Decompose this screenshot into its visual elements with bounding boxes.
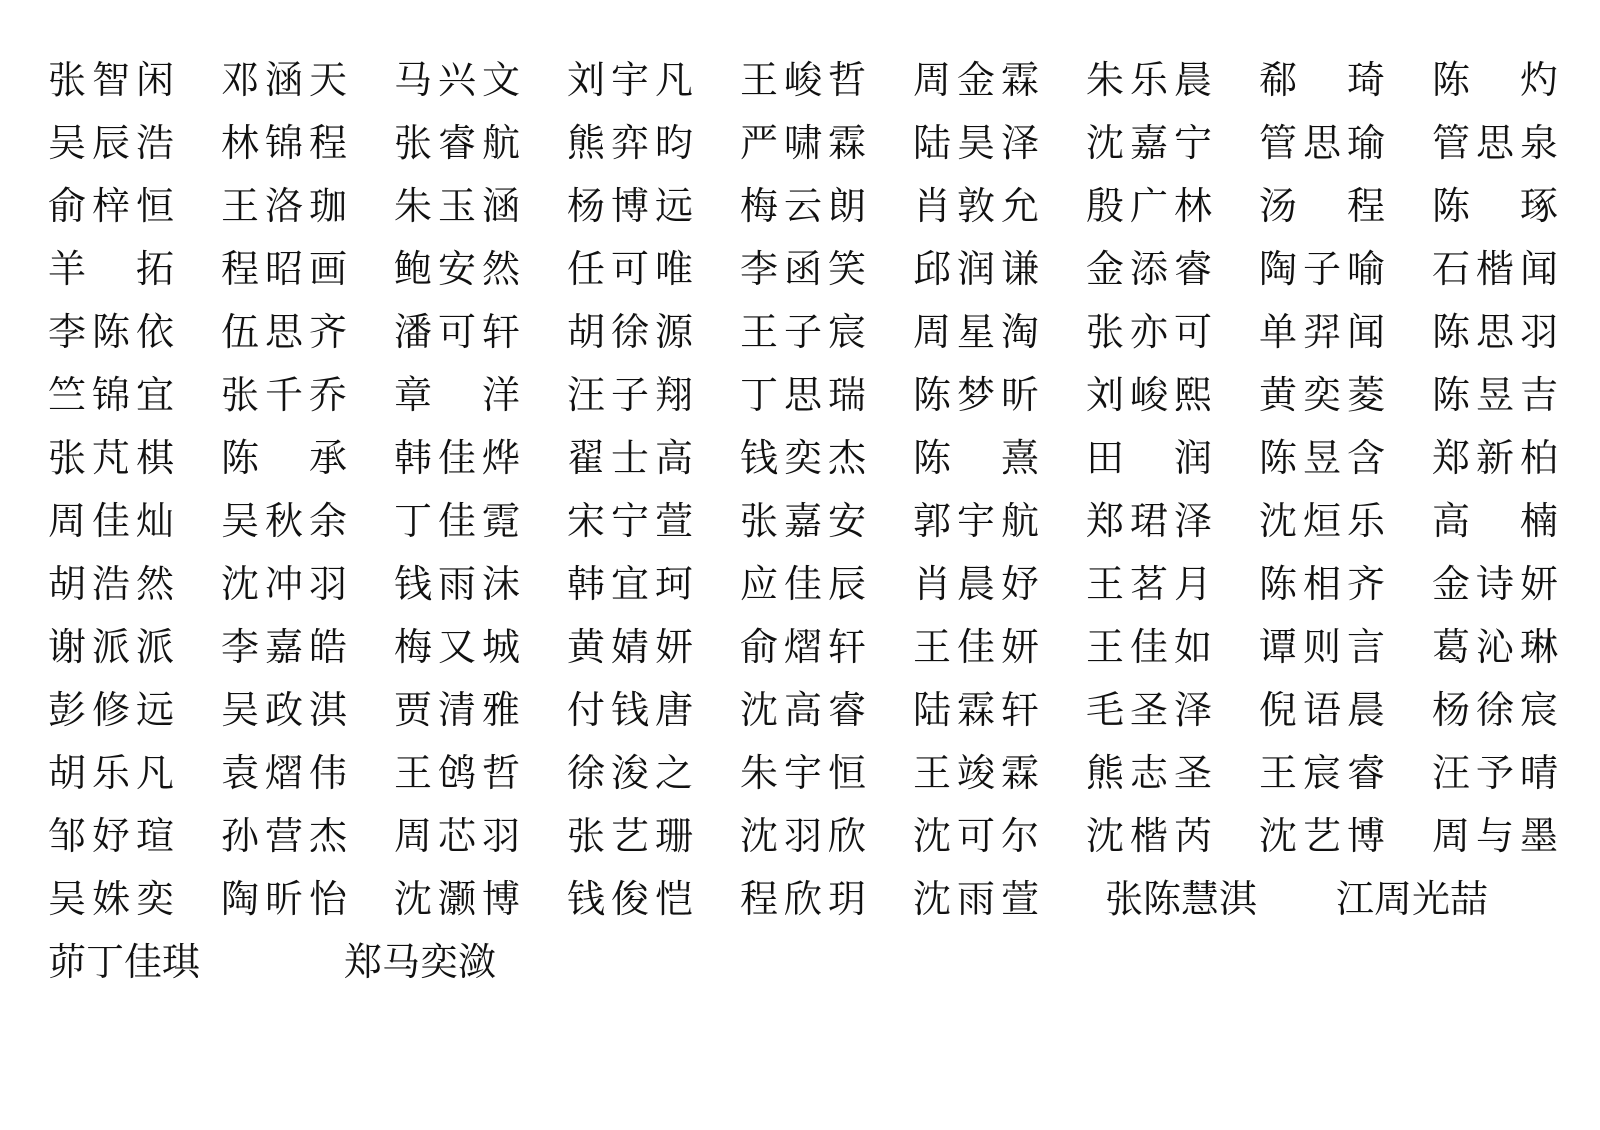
name-cell <box>1432 804 1558 867</box>
student-name: 沈烜乐 <box>1259 498 1385 543</box>
student-name: 张睿航 <box>394 120 520 165</box>
name-cell <box>394 804 567 867</box>
name-row <box>48 741 1558 804</box>
student-name: 胡浩然 <box>48 561 174 606</box>
student-name: 王佳如 <box>1086 624 1212 669</box>
name-cell <box>1432 363 1558 426</box>
name-cell <box>221 615 394 678</box>
student-name: 管思泉 <box>1432 120 1558 165</box>
name-cell <box>221 426 394 489</box>
name-cell <box>1086 300 1259 363</box>
name-cell <box>1259 111 1432 174</box>
student-name: 王茗月 <box>1086 561 1212 606</box>
name-cell <box>1432 678 1558 741</box>
name-cell <box>913 237 1086 300</box>
student-name: 韩宜珂 <box>567 561 693 606</box>
student-name: 单羿闻 <box>1259 309 1385 354</box>
name-cell <box>913 741 1086 804</box>
student-name: 陈相齐 <box>1259 561 1385 606</box>
name-cell <box>1086 237 1259 300</box>
name-cell <box>567 426 740 489</box>
student-name: 邱润谦 <box>913 246 1039 291</box>
name-cell <box>1086 552 1259 615</box>
student-name: 高 楠 <box>1432 498 1558 543</box>
name-cell <box>1259 615 1432 678</box>
student-name: 熊弈昀 <box>567 120 693 165</box>
student-name: 杨博远 <box>567 183 693 228</box>
name-cell <box>740 111 913 174</box>
student-name: 沈可尔 <box>913 813 1039 858</box>
name-cell <box>1259 489 1432 552</box>
student-name: 张智闲 <box>48 57 174 102</box>
name-cell <box>740 426 913 489</box>
name-cell <box>48 867 221 930</box>
student-name: 田 润 <box>1086 435 1212 480</box>
name-cell <box>48 426 221 489</box>
name-cell <box>1432 174 1558 237</box>
student-name: 沈楷芮 <box>1086 813 1212 858</box>
student-name: 徐浚之 <box>567 750 693 795</box>
name-cell <box>48 678 221 741</box>
name-row <box>48 804 1558 867</box>
student-name: 林锦程 <box>221 120 347 165</box>
student-name: 葛沁琳 <box>1432 624 1558 669</box>
name-cell <box>913 867 1086 930</box>
name-cell <box>913 489 1086 552</box>
name-cell <box>221 867 394 930</box>
student-name: 沈艺博 <box>1259 813 1385 858</box>
student-name: 黄婧妍 <box>567 624 693 669</box>
student-name: 黄奕菱 <box>1259 372 1385 417</box>
name-cell <box>1432 552 1558 615</box>
name-cell <box>394 678 567 741</box>
name-cell <box>394 615 567 678</box>
student-name: 羊 拓 <box>48 246 174 291</box>
name-grid <box>48 48 1558 984</box>
name-cell <box>48 804 221 867</box>
name-cell <box>394 867 567 930</box>
student-name: 吴政淇 <box>221 687 347 732</box>
name-cell <box>48 174 221 237</box>
student-name: 郭宇航 <box>913 498 1039 543</box>
name-cell <box>394 48 567 111</box>
name-cell <box>48 237 221 300</box>
student-name: 张千乔 <box>221 372 347 417</box>
name-cell <box>567 174 740 237</box>
student-name: 章 洋 <box>394 372 520 417</box>
student-name: 胡徐源 <box>567 309 693 354</box>
student-name: 彭修远 <box>48 687 174 732</box>
student-name: 管思瑜 <box>1259 120 1385 165</box>
name-cell <box>394 111 567 174</box>
name-cell <box>567 741 740 804</box>
student-name: 程欣玥 <box>740 876 866 921</box>
student-name: 王峻哲 <box>740 57 866 102</box>
student-name: 陈思羽 <box>1432 309 1558 354</box>
name-cell <box>913 426 1086 489</box>
name-cell <box>1259 363 1432 426</box>
student-name: 王佳妍 <box>913 624 1039 669</box>
name-cell <box>913 804 1086 867</box>
name-cell <box>1336 867 1488 930</box>
student-name: 王鸧哲 <box>394 750 520 795</box>
name-cell <box>913 552 1086 615</box>
student-name: 沈羽欣 <box>740 813 866 858</box>
name-cell <box>1432 300 1558 363</box>
name-cell <box>740 804 913 867</box>
student-name: 朱宇恒 <box>740 750 866 795</box>
name-cell <box>740 867 913 930</box>
name-cell <box>1259 804 1432 867</box>
student-name: 钱雨沫 <box>394 561 520 606</box>
student-name: 张芃棋 <box>48 435 174 480</box>
name-cell <box>567 111 740 174</box>
name-cell <box>48 300 221 363</box>
name-cell <box>740 489 913 552</box>
student-name: 伍思齐 <box>221 309 347 354</box>
student-name: 梅云朗 <box>740 183 866 228</box>
name-cell <box>221 741 394 804</box>
name-cell <box>48 48 221 111</box>
student-name: 汪子翔 <box>567 372 693 417</box>
name-row <box>48 111 1558 174</box>
student-name: 吴秋余 <box>221 498 347 543</box>
student-name: 谭则言 <box>1259 624 1385 669</box>
student-name: 陆昊泽 <box>913 120 1039 165</box>
name-cell <box>344 930 496 993</box>
student-name: 丁佳霓 <box>394 498 520 543</box>
name-cell <box>1086 426 1259 489</box>
student-name: 沈雨萱 <box>913 876 1039 921</box>
name-row <box>48 48 1558 111</box>
name-cell <box>1105 867 1257 930</box>
student-name: 俞梓恒 <box>48 183 174 228</box>
student-name: 刘宇凡 <box>567 57 693 102</box>
student-name: 茆丁佳琪 <box>48 939 201 984</box>
student-name: 郑马奕潋 <box>344 939 497 984</box>
name-cell <box>1259 741 1432 804</box>
student-name: 沈冲羽 <box>221 561 347 606</box>
name-cell <box>1086 678 1259 741</box>
name-cell <box>1259 426 1432 489</box>
name-cell <box>567 363 740 426</box>
name-cell <box>1432 237 1558 300</box>
student-name: 陶子喻 <box>1259 246 1385 291</box>
student-name: 倪语晨 <box>1259 687 1385 732</box>
name-cell <box>913 300 1086 363</box>
name-cell <box>913 615 1086 678</box>
name-cell <box>567 237 740 300</box>
student-name: 严啸霖 <box>740 120 866 165</box>
student-name: 王洛珈 <box>221 183 347 228</box>
name-cell <box>740 741 913 804</box>
student-name: 任可唯 <box>567 246 693 291</box>
name-cell <box>1086 111 1259 174</box>
name-cell <box>1259 174 1432 237</box>
student-name: 金诗妍 <box>1432 561 1558 606</box>
name-cell <box>1086 363 1259 426</box>
student-name: 周佳灿 <box>48 498 174 543</box>
student-name: 郑珺泽 <box>1086 498 1212 543</box>
name-cell <box>1432 48 1558 111</box>
student-name: 熊志圣 <box>1086 750 1212 795</box>
name-cell <box>1086 804 1259 867</box>
student-name: 刘峻熙 <box>1086 372 1212 417</box>
student-name: 周星淘 <box>913 309 1039 354</box>
student-name: 石楷闻 <box>1432 246 1558 291</box>
student-name: 潘可轩 <box>394 309 520 354</box>
name-cell <box>1432 426 1558 489</box>
student-name: 张嘉安 <box>740 498 866 543</box>
name-cell <box>1432 741 1558 804</box>
name-cell <box>913 678 1086 741</box>
name-cell <box>1086 489 1259 552</box>
student-name: 孙营杰 <box>221 813 347 858</box>
name-row <box>48 552 1558 615</box>
student-name: 陈昱含 <box>1259 435 1385 480</box>
student-name: 汤 程 <box>1259 183 1385 228</box>
student-name: 王竣霖 <box>913 750 1039 795</box>
name-cell <box>221 48 394 111</box>
student-name: 郗 琦 <box>1259 57 1385 102</box>
name-cell <box>394 489 567 552</box>
name-cell <box>567 48 740 111</box>
name-cell <box>913 111 1086 174</box>
student-name: 李函笑 <box>740 246 866 291</box>
name-cell <box>394 741 567 804</box>
name-cell <box>740 300 913 363</box>
name-cell <box>1259 237 1432 300</box>
student-name: 陈 承 <box>221 435 347 480</box>
student-name: 陈 琢 <box>1432 183 1558 228</box>
name-cell <box>567 867 740 930</box>
student-name: 梅又城 <box>394 624 520 669</box>
name-cell <box>1259 678 1432 741</box>
student-name: 陈 灼 <box>1432 57 1558 102</box>
student-name: 沈高睿 <box>740 687 866 732</box>
name-cell <box>567 804 740 867</box>
name-cell <box>48 930 200 993</box>
name-row <box>48 363 1558 426</box>
name-cell <box>394 426 567 489</box>
student-name: 应佳辰 <box>740 561 866 606</box>
name-cell <box>740 48 913 111</box>
student-name: 李嘉皓 <box>221 624 347 669</box>
student-name: 钱奕杰 <box>740 435 866 480</box>
student-name: 陈梦昕 <box>913 372 1039 417</box>
name-row <box>48 615 1558 678</box>
student-name: 沈灏博 <box>394 876 520 921</box>
student-name: 竺锦宜 <box>48 372 174 417</box>
name-cell <box>1086 615 1259 678</box>
name-cell <box>740 363 913 426</box>
student-name: 张陈慧淇 <box>1105 876 1258 921</box>
student-name: 袁熠伟 <box>221 750 347 795</box>
student-name: 汪予晴 <box>1432 750 1558 795</box>
student-name: 朱乐晨 <box>1086 57 1212 102</box>
name-cell <box>394 363 567 426</box>
student-name: 金添睿 <box>1086 246 1212 291</box>
name-cell <box>221 552 394 615</box>
student-name: 张艺珊 <box>567 813 693 858</box>
student-name: 贾清雅 <box>394 687 520 732</box>
name-cell <box>1086 174 1259 237</box>
name-cell <box>1432 489 1558 552</box>
student-name: 李陈依 <box>48 309 174 354</box>
student-name: 胡乐凡 <box>48 750 174 795</box>
student-name: 周金霖 <box>913 57 1039 102</box>
name-cell <box>48 489 221 552</box>
name-cell <box>740 174 913 237</box>
student-name: 陶昕怡 <box>221 876 347 921</box>
name-cell <box>740 678 913 741</box>
name-cell <box>1259 300 1432 363</box>
student-name: 陈 熹 <box>913 435 1039 480</box>
name-row <box>48 489 1558 552</box>
name-cell <box>221 111 394 174</box>
student-name: 王宸睿 <box>1259 750 1385 795</box>
name-cell <box>913 174 1086 237</box>
student-name: 殷广林 <box>1086 183 1212 228</box>
name-cell <box>1259 552 1432 615</box>
name-cell <box>913 48 1086 111</box>
name-cell <box>740 615 913 678</box>
student-name: 邓涵天 <box>221 57 347 102</box>
name-cell <box>1259 48 1432 111</box>
student-name: 朱玉涵 <box>394 183 520 228</box>
student-name: 邹妤瑄 <box>48 813 174 858</box>
name-cell <box>221 237 394 300</box>
name-cell <box>1432 111 1558 174</box>
student-name: 江周光喆 <box>1336 876 1489 921</box>
student-name: 肖敦允 <box>913 183 1039 228</box>
name-row <box>48 237 1558 300</box>
name-cell <box>48 363 221 426</box>
name-cell <box>740 237 913 300</box>
student-name: 王子宸 <box>740 309 866 354</box>
name-cell <box>221 300 394 363</box>
student-name: 毛圣泽 <box>1086 687 1212 732</box>
name-cell <box>567 678 740 741</box>
student-name: 程昭画 <box>221 246 347 291</box>
name-cell <box>740 552 913 615</box>
student-name: 宋宁萱 <box>567 498 693 543</box>
student-name: 韩佳烨 <box>394 435 520 480</box>
name-cell <box>394 300 567 363</box>
name-cell <box>1086 48 1259 111</box>
name-cell <box>567 300 740 363</box>
name-cell <box>221 489 394 552</box>
student-name: 杨徐宸 <box>1432 687 1558 732</box>
student-name: 肖晨妤 <box>913 561 1039 606</box>
name-cell <box>48 111 221 174</box>
student-name: 马兴文 <box>394 57 520 102</box>
name-cell <box>48 615 221 678</box>
name-cell <box>567 615 740 678</box>
name-cell <box>221 174 394 237</box>
name-row <box>48 678 1558 741</box>
name-cell <box>221 804 394 867</box>
student-name: 钱俊恺 <box>567 876 693 921</box>
student-name: 周与墨 <box>1432 813 1558 858</box>
student-name: 付钱唐 <box>567 687 693 732</box>
name-cell <box>221 363 394 426</box>
name-cell <box>48 741 221 804</box>
name-row <box>48 174 1558 237</box>
name-row <box>48 300 1558 363</box>
student-name: 吴辰浩 <box>48 120 174 165</box>
name-cell <box>913 363 1086 426</box>
student-name: 陆霖轩 <box>913 687 1039 732</box>
name-cell <box>567 552 740 615</box>
name-row <box>48 867 1558 930</box>
name-cell <box>1432 615 1558 678</box>
name-cell <box>394 237 567 300</box>
student-name: 周芯羽 <box>394 813 520 858</box>
name-cell <box>1086 741 1259 804</box>
student-name: 沈嘉宁 <box>1086 120 1212 165</box>
name-cell <box>567 489 740 552</box>
name-cell <box>221 678 394 741</box>
student-name: 郑新柏 <box>1432 435 1558 480</box>
name-cell <box>394 552 567 615</box>
student-name: 吴姝奕 <box>48 876 174 921</box>
student-name: 陈昱吉 <box>1432 372 1558 417</box>
student-name: 丁思瑞 <box>740 372 866 417</box>
name-row <box>48 426 1558 489</box>
student-name: 谢派派 <box>48 624 174 669</box>
student-name: 翟士高 <box>567 435 693 480</box>
name-cell <box>394 174 567 237</box>
student-name: 俞熠轩 <box>740 624 866 669</box>
student-name: 鲍安然 <box>394 246 520 291</box>
student-name: 张亦可 <box>1086 309 1212 354</box>
name-cell <box>48 552 221 615</box>
